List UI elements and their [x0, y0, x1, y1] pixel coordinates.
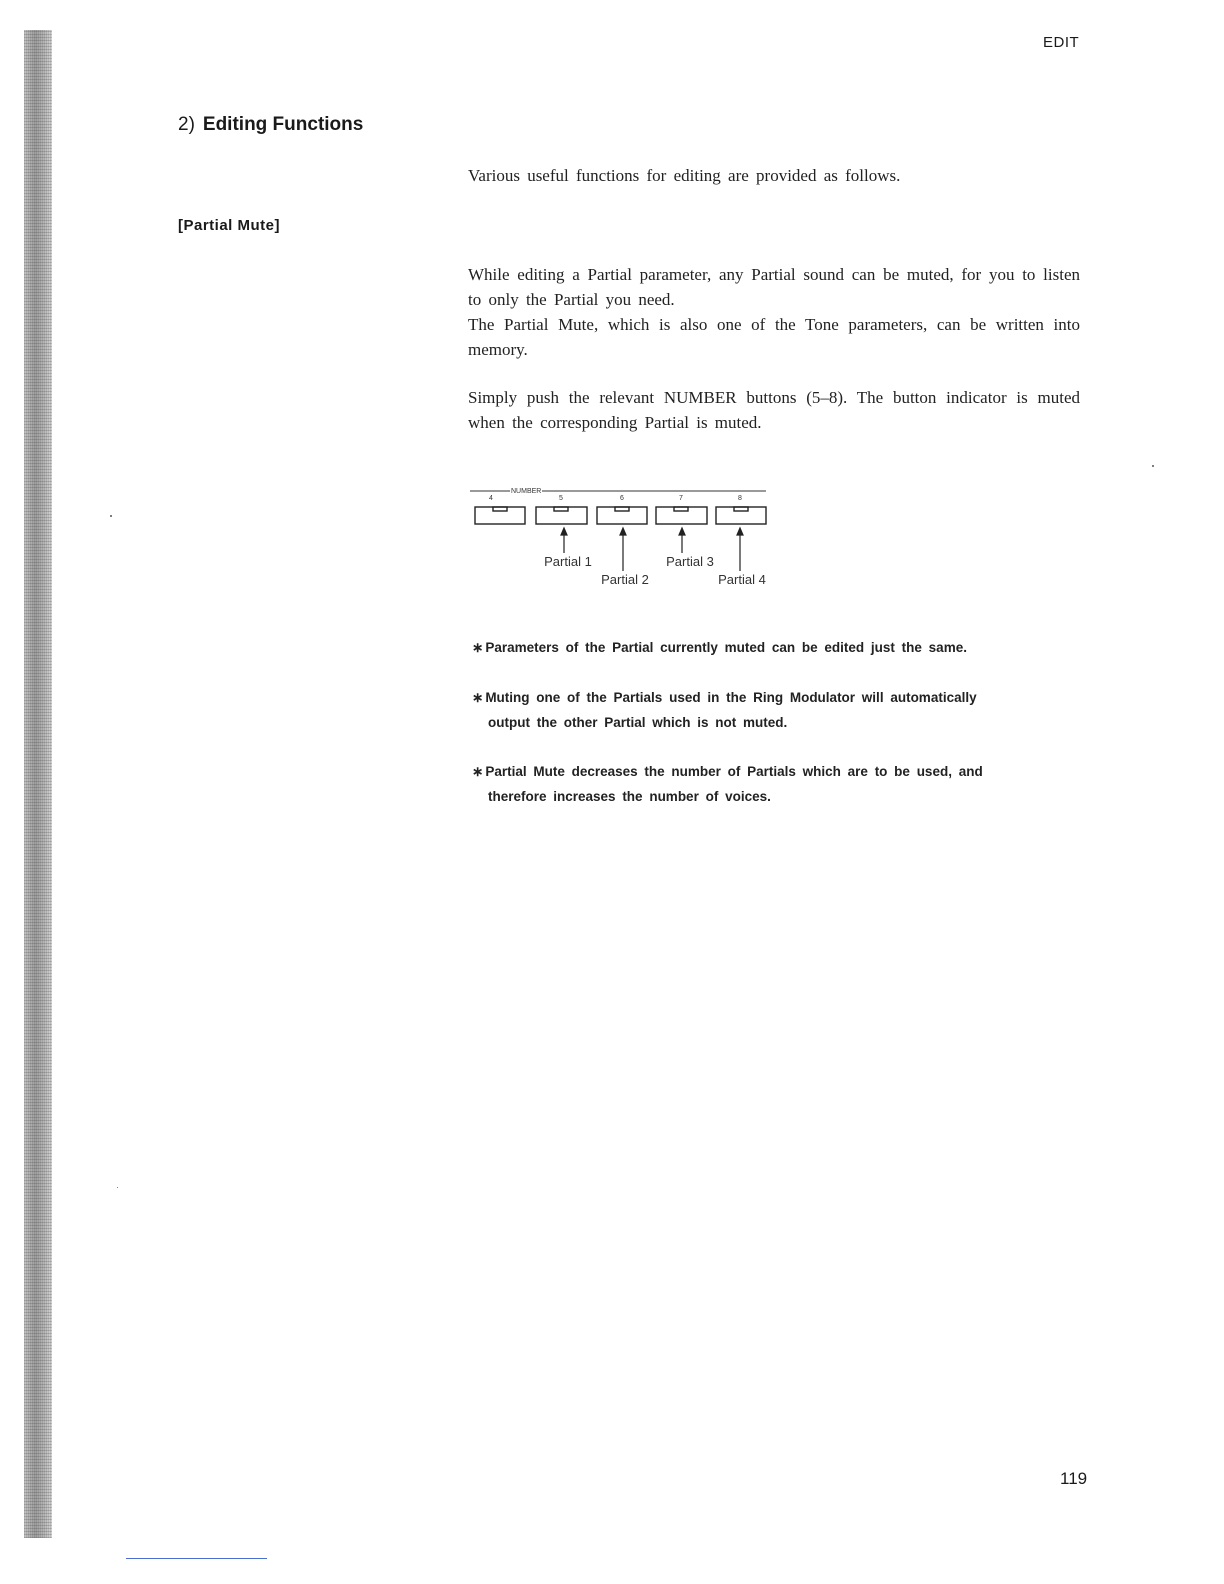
partial-label: Partial 1 — [544, 554, 592, 569]
section-number: 2) — [178, 114, 195, 135]
number-button-4 — [475, 507, 525, 524]
button-number-label: 7 — [679, 495, 683, 502]
number-button-7 — [656, 507, 707, 524]
scan-speck — [110, 515, 112, 517]
arrow-up-icon — [620, 528, 626, 571]
button-number-label: 6 — [620, 495, 624, 502]
note-item — [472, 635, 1082, 660]
partial-label: Partial 4 — [718, 572, 766, 587]
subheading-partial-mute: [Partial Mute] — [178, 217, 281, 234]
paragraph: The Partial Mute, which is also one of the Tone parameters, can be written into memory. — [468, 315, 1080, 359]
note-text: Muting one of the Partials used in the Ring Modulator will automatically — [485, 690, 977, 705]
arrow-up-icon — [737, 528, 743, 571]
number-buttons-diagram — [460, 478, 780, 598]
note-item — [472, 685, 1082, 735]
number-button-6 — [597, 507, 647, 524]
scan-speck — [117, 1187, 118, 1188]
scan-speck — [1152, 465, 1154, 467]
asterisk-icon: ∗ — [472, 764, 484, 779]
number-group-label: NUMBER — [511, 488, 542, 495]
number-button-5 — [536, 507, 587, 524]
arrow-up-icon — [679, 528, 685, 553]
note-text-continued: therefore increases the number of voices. — [488, 789, 771, 804]
button-number-label: 8 — [738, 495, 742, 502]
intro-paragraph: Various useful functions for editing are provided as follows. — [468, 166, 901, 185]
note-text: Partial Mute decreases the number of Partials which are to be used, and — [485, 764, 983, 779]
paragraph: While editing a Partial parameter, any Partial sound can be muted, for you to listen to only the Partial you need. — [468, 265, 1080, 309]
partial-label: Partial 3 — [666, 554, 714, 569]
partial-label: Partial 2 — [601, 572, 649, 587]
running-header: EDIT — [1043, 34, 1080, 51]
scan-edge-shadow — [24, 30, 52, 1538]
section-title-text: Editing Functions — [202, 114, 364, 135]
note-text-continued: output the other Partial which is not muted. — [488, 715, 788, 730]
button-number-label: 5 — [559, 495, 563, 502]
paragraph-block — [468, 262, 1080, 362]
page-number: 119 — [1060, 1469, 1088, 1488]
asterisk-icon: ∗ — [472, 640, 484, 655]
asterisk-icon: ∗ — [472, 690, 484, 705]
note-text: Parameters of the Partial currently muted can be edited just the same. — [485, 640, 967, 655]
paragraph: Simply push the relevant NUMBER buttons (5–8). The button indicator is muted when the corresponding Partial is muted. — [468, 388, 1080, 432]
arrow-up-icon — [561, 528, 567, 553]
footer-underline — [126, 1558, 267, 1559]
number-button-8 — [716, 507, 766, 524]
button-number-label: 4 — [489, 495, 493, 502]
note-item — [472, 759, 1082, 809]
section-title — [178, 114, 363, 136]
